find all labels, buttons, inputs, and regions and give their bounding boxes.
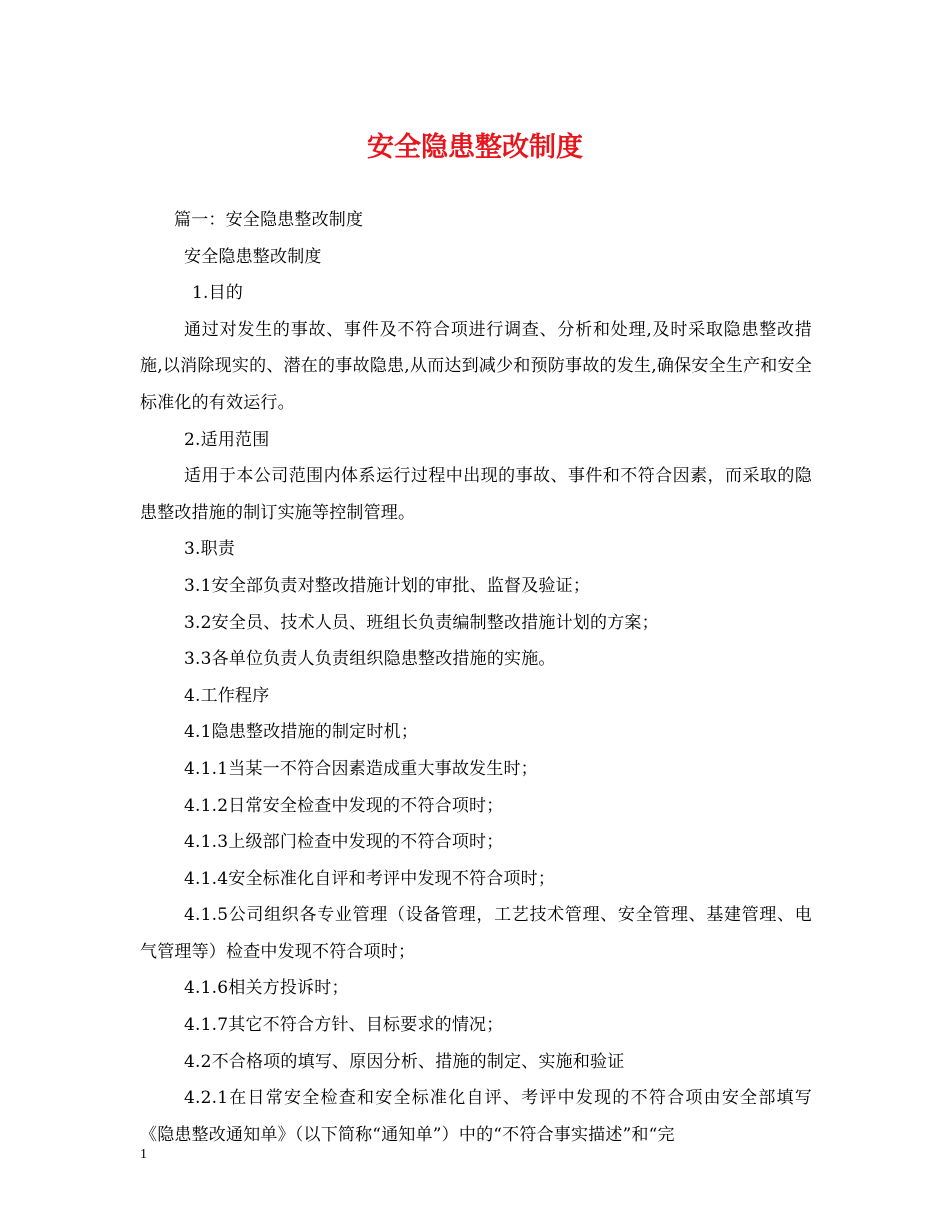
paragraph: 3.3各单位负责人负责组织隐患整改措施的实施。 [184,649,556,670]
paragraph: 4.2.1在日常安全检查和安全标准化自评、考评中发现的不符合项由安全部填写《隐患整改通知单》（以下简称“通知单”）中的“不符合事实描述”和“完 [140,1088,812,1145]
document-body [140,202,812,1153]
page-number: 1 [140,1147,147,1162]
paragraph: 安全隐患整改制度 [184,246,322,267]
paragraph: 4.1.6相关方投诉时； [184,978,349,999]
paragraph: 4.1.3上级部门检查中发现的不符合项时； [184,832,504,853]
paragraph: 3.职责 [184,539,236,560]
paragraph: 3.1安全部负责对整改措施计划的审批、监督及验证； [184,575,591,596]
paragraph: 4.1.2日常安全检查中发现的不符合项时； [184,795,504,816]
paragraph: 通过对发生的事故、事件及不符合项进行调查、分析和处理,及时采取隐患整改措施,以消除现实的、潜在的事故隐患,从而达到减少和预防事故的发生,确保安全生产和安全标准化的有效运行。 [140,319,812,413]
paragraph: 适用于本公司范围内体系运行过程中出现的事故、事件和不符合因素，而采取的隐患整改措施的制订实施等控制管理。 [140,466,812,523]
paragraph: 4.1隐患整改措施的制定时机； [184,722,419,743]
paragraph: 4.1.1当某一不符合因素造成重大事故发生时； [184,758,538,779]
paragraph: 4.1.4安全标准化自评和考评中发现不符合项时； [184,868,556,889]
paragraph: 4.1.7其它不符合方针、目标要求的情况； [184,1015,504,1036]
paragraph: 4.1.5公司组织各专业管理（设备管理，工艺技术管理、安全管理、基建管理、电气管理等）检查中发现不符合项时； [140,905,812,962]
paragraph: 4.2不合格项的填写、原因分析、措施的制定、实施和验证 [184,1051,625,1072]
paragraph: 篇一：安全隐患整改制度 [174,210,364,230]
paragraph: 2.适用范围 [184,429,270,450]
document-title: 安全隐患整改制度 [367,132,583,163]
paragraph: 3.2安全员、技术人员、班组长负责编制整改措施计划的方案； [184,612,659,633]
paragraph: 4.工作程序 [184,685,270,706]
paragraph: 1.目的 [192,283,244,304]
